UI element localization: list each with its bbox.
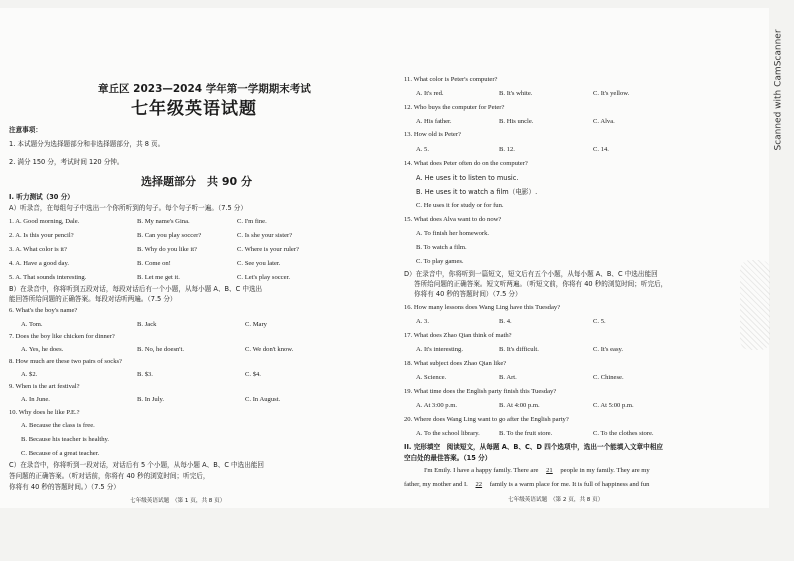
part-d-instruction-line-1: D）在录音中，你将听到一篇短文，短文后有五个小题，从每小题 A、B、C 中选出能回 bbox=[404, 270, 658, 278]
question-stem: 8. How much are these two pairs of socks? bbox=[9, 358, 122, 365]
question-option: A. Science. bbox=[416, 374, 447, 381]
question-option: B. It's white. bbox=[499, 90, 533, 97]
question-option: C. Is she your sister? bbox=[237, 232, 293, 239]
question-stem: 11. What color is Peter's computer? bbox=[404, 76, 498, 83]
question-option: B. Why do you like it? bbox=[137, 246, 197, 253]
question-option: C. 5. bbox=[593, 318, 606, 325]
question-option: B. In July. bbox=[137, 396, 165, 403]
question-option: C. To play games. bbox=[416, 258, 464, 265]
question-option: A. In June. bbox=[21, 396, 50, 403]
question-option: B. 4. bbox=[499, 318, 512, 325]
question-stem: 18. What subject does Zhao Qian like? bbox=[404, 360, 507, 367]
question-option: C. Mary bbox=[245, 321, 267, 328]
question-option: A. It's interesting. bbox=[416, 346, 463, 353]
question-option: A. His father. bbox=[416, 118, 452, 125]
question-stem: 13. How old is Peter? bbox=[404, 131, 461, 138]
question-option: A. $2. bbox=[21, 371, 38, 378]
question-stem: 7. Does the boy like chicken for dinner? bbox=[9, 333, 115, 340]
question-stem: 17. What does Zhao Qian think of math? bbox=[404, 332, 512, 339]
question-option: A. 5. bbox=[416, 146, 430, 153]
passage-line-1 bbox=[424, 468, 650, 475]
note-1: 1. 本试题分为选择题部分和非选择题部分，共 8 页。 bbox=[9, 140, 165, 148]
question-option: A. To finish her homework. bbox=[416, 230, 490, 237]
watermark-text: Scanned with CamScanner bbox=[774, 29, 785, 151]
passage-text: people in my family. They are my bbox=[560, 467, 650, 474]
question-option: B. His uncle. bbox=[499, 118, 534, 125]
question-stem: 20. Where does Wang Ling want to go after the English party? bbox=[404, 416, 569, 423]
note-2: 2. 满分 150 分，考试时间 120 分钟。 bbox=[9, 158, 124, 166]
question-option: B. Because his teacher is healthy. bbox=[21, 436, 110, 443]
part-a-instruction: A）听录音，在每组句子中选出一个你所听到的句子。每个句子听一遍。（7.5 分） bbox=[9, 204, 247, 212]
question-option: C. Let's play soccer. bbox=[237, 274, 291, 281]
part-b-instruction-line-2: 能回答所给问题的正确答案。每段对话听两遍。（7.5 分） bbox=[9, 295, 177, 303]
main-title: 七年级英语试题 bbox=[131, 99, 257, 119]
camscanner-watermark bbox=[772, 20, 786, 160]
question-option: A. It's red. bbox=[416, 90, 444, 97]
question-option: A. At 3:00 p.m. bbox=[416, 402, 458, 409]
question-option: B. Jack bbox=[137, 321, 157, 328]
page-footer: 七年级英语试题 （第 2 页，共 8 页） bbox=[508, 497, 604, 503]
question-stem: 12. Who buys the computer for Peter? bbox=[404, 104, 505, 111]
question-stem: 14. What does Peter often do on the computer? bbox=[404, 160, 528, 167]
part-d-instruction-line-3: 你将有 40 秒的答题时间）（7.5 分） bbox=[414, 290, 522, 298]
passage-text: father, my mother and I. bbox=[404, 481, 468, 488]
question-option: C. We don't know. bbox=[245, 346, 294, 353]
part-2-instruction-line-2: 空白处的最佳答案。（15 分） bbox=[404, 454, 492, 462]
question-option: 5. A. That sounds interesting. bbox=[9, 274, 87, 281]
question-option: C. Chinese. bbox=[593, 374, 624, 381]
question-stem: 6. What's the boy's name? bbox=[9, 307, 78, 314]
question-option: C. Where is your ruler? bbox=[237, 246, 299, 253]
question-option: 3. A. What color is it? bbox=[9, 246, 67, 253]
question-stem: 9. When is the art festival? bbox=[9, 383, 80, 390]
question-option: B. It's difficult. bbox=[499, 346, 539, 353]
passage-line-2 bbox=[404, 482, 649, 489]
exam-page-1 bbox=[0, 8, 397, 508]
question-option: B. No, he doesn't. bbox=[137, 346, 184, 353]
question-option: A. Because the class is free. bbox=[21, 422, 95, 429]
question-stem: 15. What does Alva want to do now? bbox=[404, 216, 502, 223]
question-option: B. Come on! bbox=[137, 260, 171, 267]
question-option: A. 3. bbox=[416, 318, 430, 325]
part-c-instruction-line-1: C）在录音中，你将听到一段对话，对话后有 5 个小题，从每小题 A、B、C 中选出能回 bbox=[9, 461, 265, 469]
question-option: B. My name's Gina. bbox=[137, 218, 190, 225]
passage-text: family is a warm place for me. It is full of happiness and fun bbox=[489, 481, 650, 488]
question-option: B. He uses it to watch a film（电影）. bbox=[416, 188, 538, 196]
question-option: B. $3. bbox=[137, 371, 153, 378]
question-option: C. He uses it for study or for fun. bbox=[416, 202, 504, 209]
question-option: 2. A. Is this your pencil? bbox=[9, 232, 74, 239]
section-heading: 选择题部分 共 90 分 bbox=[141, 175, 252, 188]
blank-21: 21 bbox=[546, 467, 553, 474]
part-1-heading: I. 听力测试（30 分） bbox=[9, 193, 74, 201]
question-option: A. To the school library. bbox=[416, 430, 480, 437]
part-d-instruction-line-2: 答所给问题的正确答案。短文听两遍。（听短文前，你将有 40 秒的浏览时间；听完后， bbox=[414, 280, 668, 288]
question-option: C. 14. bbox=[593, 146, 609, 153]
question-option: B. To watch a film. bbox=[416, 244, 467, 251]
question-stem: 19. What time does the English party finish this Tuesday? bbox=[404, 388, 557, 395]
show-through-mark bbox=[740, 260, 770, 350]
notes-header: 注意事项： bbox=[9, 126, 42, 134]
part-c-instruction-line-3: 你将有 40 秒的答题时间。）（7.5 分） bbox=[9, 483, 120, 491]
passage-text: I'm Emily. I have a happy family. There are bbox=[424, 467, 539, 474]
exam-title: 章丘区 2023—2024 学年第一学期期末考试 bbox=[98, 83, 311, 95]
question-option: A. Yes, he does. bbox=[21, 346, 64, 353]
question-option: C. See you later. bbox=[237, 260, 281, 267]
question-option: B. Art. bbox=[499, 374, 517, 381]
question-option: C. Because of a great teacher. bbox=[21, 450, 100, 457]
question-stem: 10. Why does he like P.E.? bbox=[9, 409, 80, 416]
question-option: B. 12. bbox=[499, 146, 515, 153]
question-option: C. Alva. bbox=[593, 118, 615, 125]
question-option: 4. A. Have a good day. bbox=[9, 260, 69, 267]
question-option: C. To the clothes store. bbox=[593, 430, 654, 437]
part-2-instruction-line-1: II. 完形填空 阅读短文，从每题 A、B、C、D 四个选项中，选出一个能填入文章中相应 bbox=[404, 443, 663, 451]
question-option: B. Let me get it. bbox=[137, 274, 180, 281]
exam-page-2 bbox=[397, 8, 769, 508]
question-option: C. $4. bbox=[245, 371, 261, 378]
question-stem: 16. How many lessons does Wang Ling have this Tuesday? bbox=[404, 304, 561, 311]
question-option: A. He uses it to listen to music. bbox=[416, 174, 519, 182]
question-option: 1. A. Good morning, Dale. bbox=[9, 218, 80, 225]
question-option: C. I'm fine. bbox=[237, 218, 267, 225]
question-option: C. At 5:00 p.m. bbox=[593, 402, 634, 409]
question-option: C. In August. bbox=[245, 396, 281, 403]
page-footer: 七年级英语试题 （第 1 页，共 8 页） bbox=[130, 498, 226, 504]
blank-22: 22 bbox=[475, 481, 483, 488]
question-option: C. It's yellow. bbox=[593, 90, 630, 97]
question-option: B. To the fruit store. bbox=[499, 430, 553, 437]
question-option: B. Can you play soccer? bbox=[137, 232, 202, 239]
question-option: B. At 4:00 p.m. bbox=[499, 402, 540, 409]
question-option: A. Tom. bbox=[21, 321, 43, 328]
question-option: C. It's easy. bbox=[593, 346, 624, 353]
part-c-instruction-line-2: 答问题的正确答案。（听对话前，你将有 40 秒的浏览时间；听完后， bbox=[9, 472, 210, 480]
part-b-instruction-line-1: B）在录音中，你将听到五段对话，每段对话后有一个小题，从每小题 A、B、C 中选出 bbox=[9, 285, 263, 293]
